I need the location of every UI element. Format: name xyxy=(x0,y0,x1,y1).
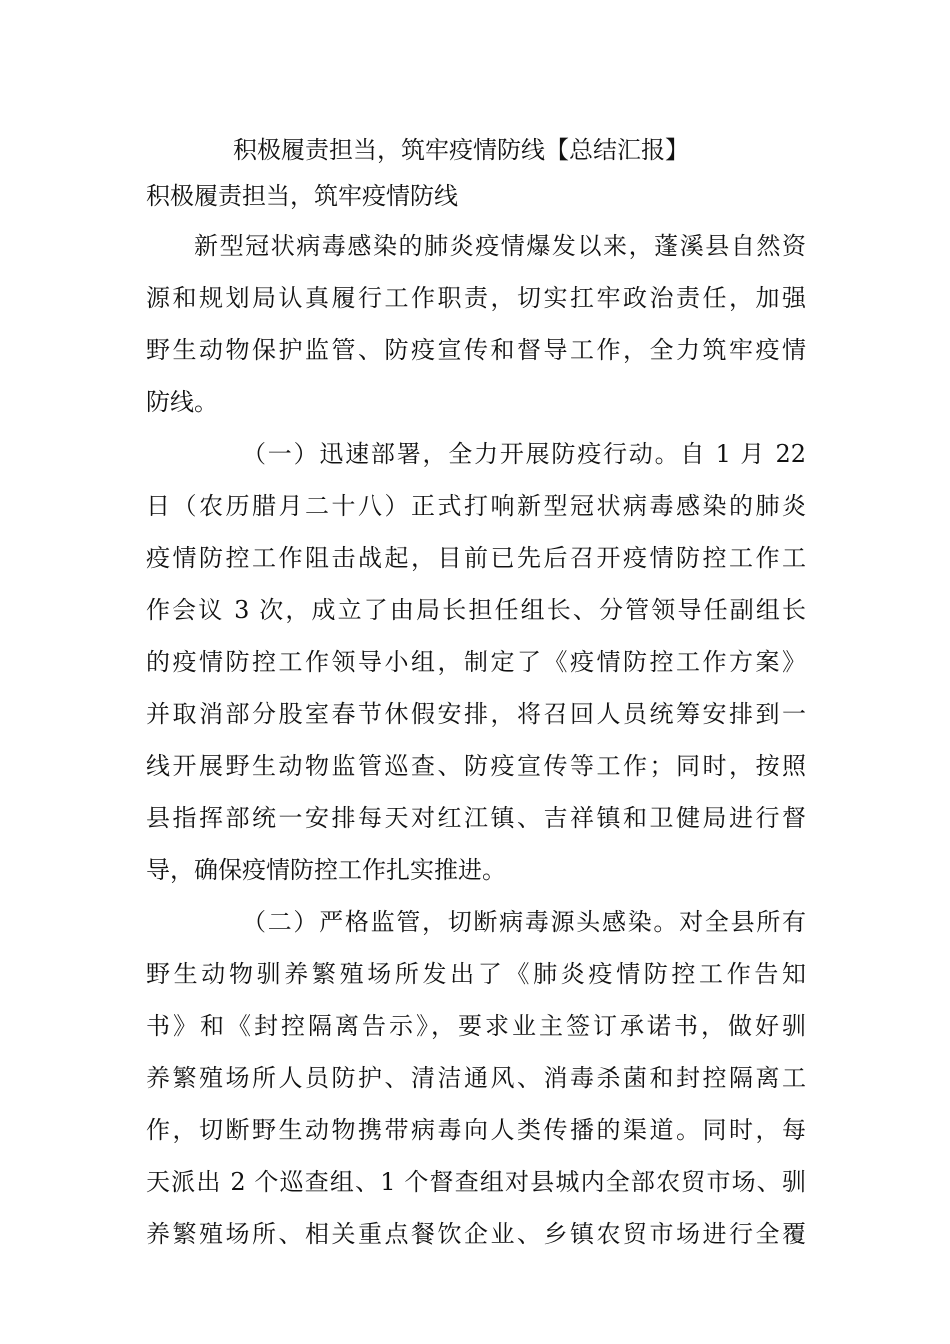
paragraph-line: 的疫情防控工作领导小组，制定了《疫情防控工作方案》 xyxy=(146,648,806,676)
document-subtitle: 积极履责担当，筑牢疫情防线 xyxy=(146,182,458,210)
paragraph-line: 养繁殖场所人员防护、清洁通风、消毒杀菌和封控隔离工 xyxy=(146,1064,806,1092)
paragraph-line: 并取消部分股室春节休假安排，将召回人员统筹安排到一 xyxy=(146,700,806,728)
paragraph-line: 源和规划局认真履行工作职责，切实扛牢政治责任，加强 xyxy=(146,284,806,312)
paragraph-line: 防线。 xyxy=(146,388,218,416)
paragraph-line: 疫情防控工作阻击战起，目前已先后召开疫情防控工作工 xyxy=(146,544,806,572)
paragraph-line: （一）迅速部署，全力开展防疫行动。自 1 月 22 xyxy=(242,440,806,468)
paragraph-line: 作，切断野生动物携带病毒向人类传播的渠道。同时，每 xyxy=(146,1116,806,1144)
paragraph-line: （二）严格监管，切断病毒源头感染。对全县所有 xyxy=(242,908,806,936)
paragraph-line: 日（农历腊月二十八）正式打响新型冠状病毒感染的肺炎 xyxy=(146,492,806,520)
paragraph-line: 养繁殖场所、相关重点餐饮企业、乡镇农贸市场进行全覆 xyxy=(146,1220,806,1248)
paragraph-section-2 xyxy=(146,896,806,1260)
paragraph-line: 野生动物驯养繁殖场所发出了《肺炎疫情防控工作告知 xyxy=(146,960,806,988)
paragraph-section-1 xyxy=(146,428,806,896)
paragraph-line: 书》和《封控隔离告示》，要求业主签订承诺书，做好驯 xyxy=(146,1012,806,1040)
document-page xyxy=(146,128,806,1260)
paragraph-line: 作会议 3 次，成立了由局长担任组长、分管领导任副组长 xyxy=(146,596,806,624)
paragraph-line: 天派出 2 个巡查组、1 个督查组对县城内全部农贸市场、驯 xyxy=(146,1168,806,1196)
paragraph-intro xyxy=(146,220,806,428)
paragraph-line: 导，确保疫情防控工作扎实推进。 xyxy=(146,856,506,884)
paragraph-line: 野生动物保护监管、防疫宣传和督导工作，全力筑牢疫情 xyxy=(146,336,806,364)
document-title: 积极履责担当，筑牢疫情防线【总结汇报】 xyxy=(233,136,689,164)
paragraph-line: 县指挥部统一安排每天对红江镇、吉祥镇和卫健局进行督 xyxy=(146,804,806,832)
paragraph-line: 新型冠状病毒感染的肺炎疫情爆发以来，蓬溪县自然资 xyxy=(194,232,806,260)
paragraph-line: 线开展野生动物监管巡查、防疫宣传等工作；同时，按照 xyxy=(146,752,806,780)
